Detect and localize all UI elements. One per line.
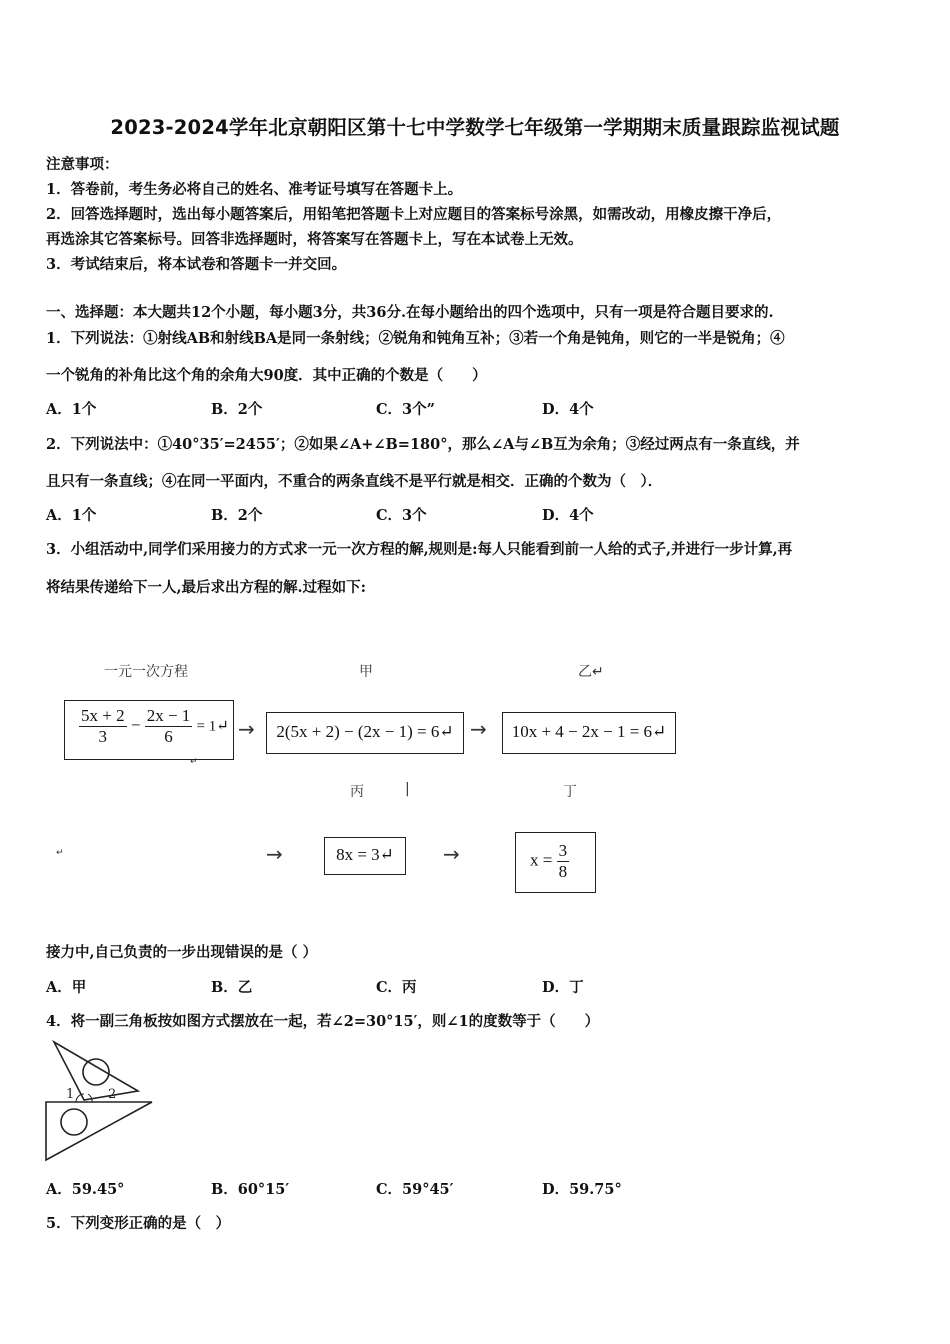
- eq0-den2: 6: [164, 727, 173, 746]
- flow-box-jia: 2(5x + 2) − (2x − 1) = 6↵: [266, 712, 464, 754]
- flow-arrow-4: →: [443, 842, 460, 866]
- page-title: 2023-2024学年北京朝阳区第十七中学数学七年级第一学期期末质量跟踪监视试题: [110, 116, 840, 139]
- lower-triangle-hole: [61, 1109, 87, 1135]
- eq0-num1: 5x + 2: [81, 706, 125, 725]
- section-heading: 一、选择题：本大题共12个小题，每小题3分，共36分.在每小题给出的四个选项中，只有一项是符合题目要求的.: [46, 304, 774, 321]
- q1-option-a: A．1个: [46, 401, 97, 418]
- flow-box-bing: 8x = 3↵: [324, 837, 406, 875]
- q2-line2: 且只有一条直线；④在同一平面内，不重合的两条直线不是平行就是相交．正确的个数为（ ）．: [46, 473, 663, 490]
- q4-option-a: A．59.45°: [46, 1181, 125, 1198]
- eq0-minus: −: [130, 715, 141, 735]
- q4-option-c: C．59°45′: [376, 1181, 454, 1198]
- lower-triangle: [46, 1102, 152, 1160]
- angle-1-label: 1: [66, 1087, 75, 1102]
- q5-line1: 5．下列变形正确的是（ ）: [46, 1215, 231, 1232]
- eq4-num: 3: [558, 841, 568, 860]
- flow-pipe: |: [405, 781, 410, 797]
- flow-arrow-1: →: [238, 717, 255, 741]
- notice-item-3: 3．考试结束后，将本试卷和答题卡一并交回。: [46, 256, 347, 273]
- flow-para-mark-1: ↵: [190, 757, 198, 767]
- notice-item-2b: 再选涂其它答案标号。回答非选择题时，将答案写在答题卡上，写在本试卷上无效。: [46, 231, 583, 248]
- flow-arrow-2: →: [470, 717, 487, 741]
- q4-option-d: D．59.75°: [542, 1181, 622, 1198]
- q4-option-b: B．60°15′: [211, 1181, 290, 1198]
- q3-line2: 将结果传递给下一人,最后求出方程的解.过程如下:: [46, 579, 366, 596]
- flow-label-bing: 丙: [350, 784, 364, 800]
- eq0-rhs: = 1↵: [196, 718, 229, 735]
- flow-arrow-3: →: [266, 842, 283, 866]
- q2-option-b: B．2个: [211, 507, 263, 524]
- eq0-frac2: [145, 706, 193, 747]
- flow-label-yi: 乙↵: [578, 664, 604, 680]
- q1-line1: 1．下列说法：①射线AB和射线BA是同一条射线；②锐角和钝角互补；③若一个角是钝角，则它的一半是锐角；④: [46, 330, 785, 347]
- notice-item-1: 1．答卷前，考生务必将自己的姓名、准考证号填写在答题卡上。: [46, 181, 463, 198]
- flow-para-mark-2: ↵: [56, 848, 64, 858]
- angle-2-label: 2: [108, 1087, 117, 1102]
- eq0-den1: 3: [98, 727, 108, 746]
- q1-option-c: C．3个”: [376, 401, 435, 418]
- notice-heading: 注意事项：: [46, 156, 119, 173]
- eq0-frac1: [79, 706, 127, 747]
- q2-option-d: D．4个: [542, 507, 594, 524]
- q3-option-d: D．丁: [542, 979, 584, 996]
- q1-option-d: D．4个: [542, 401, 594, 418]
- q3-option-a: A．甲: [46, 979, 87, 996]
- q2-line1: 2．下列说法中：①40°35′=2455′；②如果∠A+∠B=180°，那么∠A与∠B互为余角；③经过两点有一条直线，并: [46, 436, 800, 453]
- flow-box-equation: [64, 700, 234, 760]
- flow-box-yi: 10x + 4 − 2x − 1 = 6↵: [502, 712, 676, 754]
- triangle-figure: [44, 1036, 156, 1162]
- eq4-frac: [557, 841, 570, 882]
- eq0-num2: 2x − 1: [146, 706, 191, 725]
- q1-option-b: B．2个: [211, 401, 263, 418]
- eq4-den: 8: [558, 862, 568, 881]
- angle-2-arc: [88, 1094, 92, 1102]
- q3-line1: 3．小组活动中,同学们采用接力的方式求一元一次方程的解,规则是:每人只能看到前一人给的式子,并进行一步计算,再: [46, 541, 793, 558]
- notice-item-2a: 2．回答选择题时，选出每小题答案后，用铅笔把答题卡上对应题目的答案标号涂黑，如需改动，用橡皮擦干净后，: [46, 206, 782, 223]
- eq4-lhs: x =: [530, 850, 553, 870]
- flow-label-jia: 甲: [359, 664, 373, 680]
- q3-question: 接力中,自己负责的一步出现错误的是（ ）: [46, 944, 318, 961]
- q4-line1: 4．将一副三角板按如图方式摆放在一起，若∠2=30°15′，则∠1的度数等于（ ）: [46, 1013, 600, 1030]
- flow-label-ding: 丁: [563, 784, 577, 800]
- q1-line2: 一个锐角的补角比这个角的余角大90度．其中正确的个数是（ ）: [46, 367, 487, 384]
- q3-option-c: C．丙: [376, 979, 417, 996]
- q3-option-b: B．乙: [211, 979, 253, 996]
- q2-option-a: A．1个: [46, 507, 97, 524]
- flow-label-start: 一元一次方程: [104, 664, 188, 680]
- flow-box-ding: [515, 832, 596, 893]
- q2-option-c: C．3个: [376, 507, 427, 524]
